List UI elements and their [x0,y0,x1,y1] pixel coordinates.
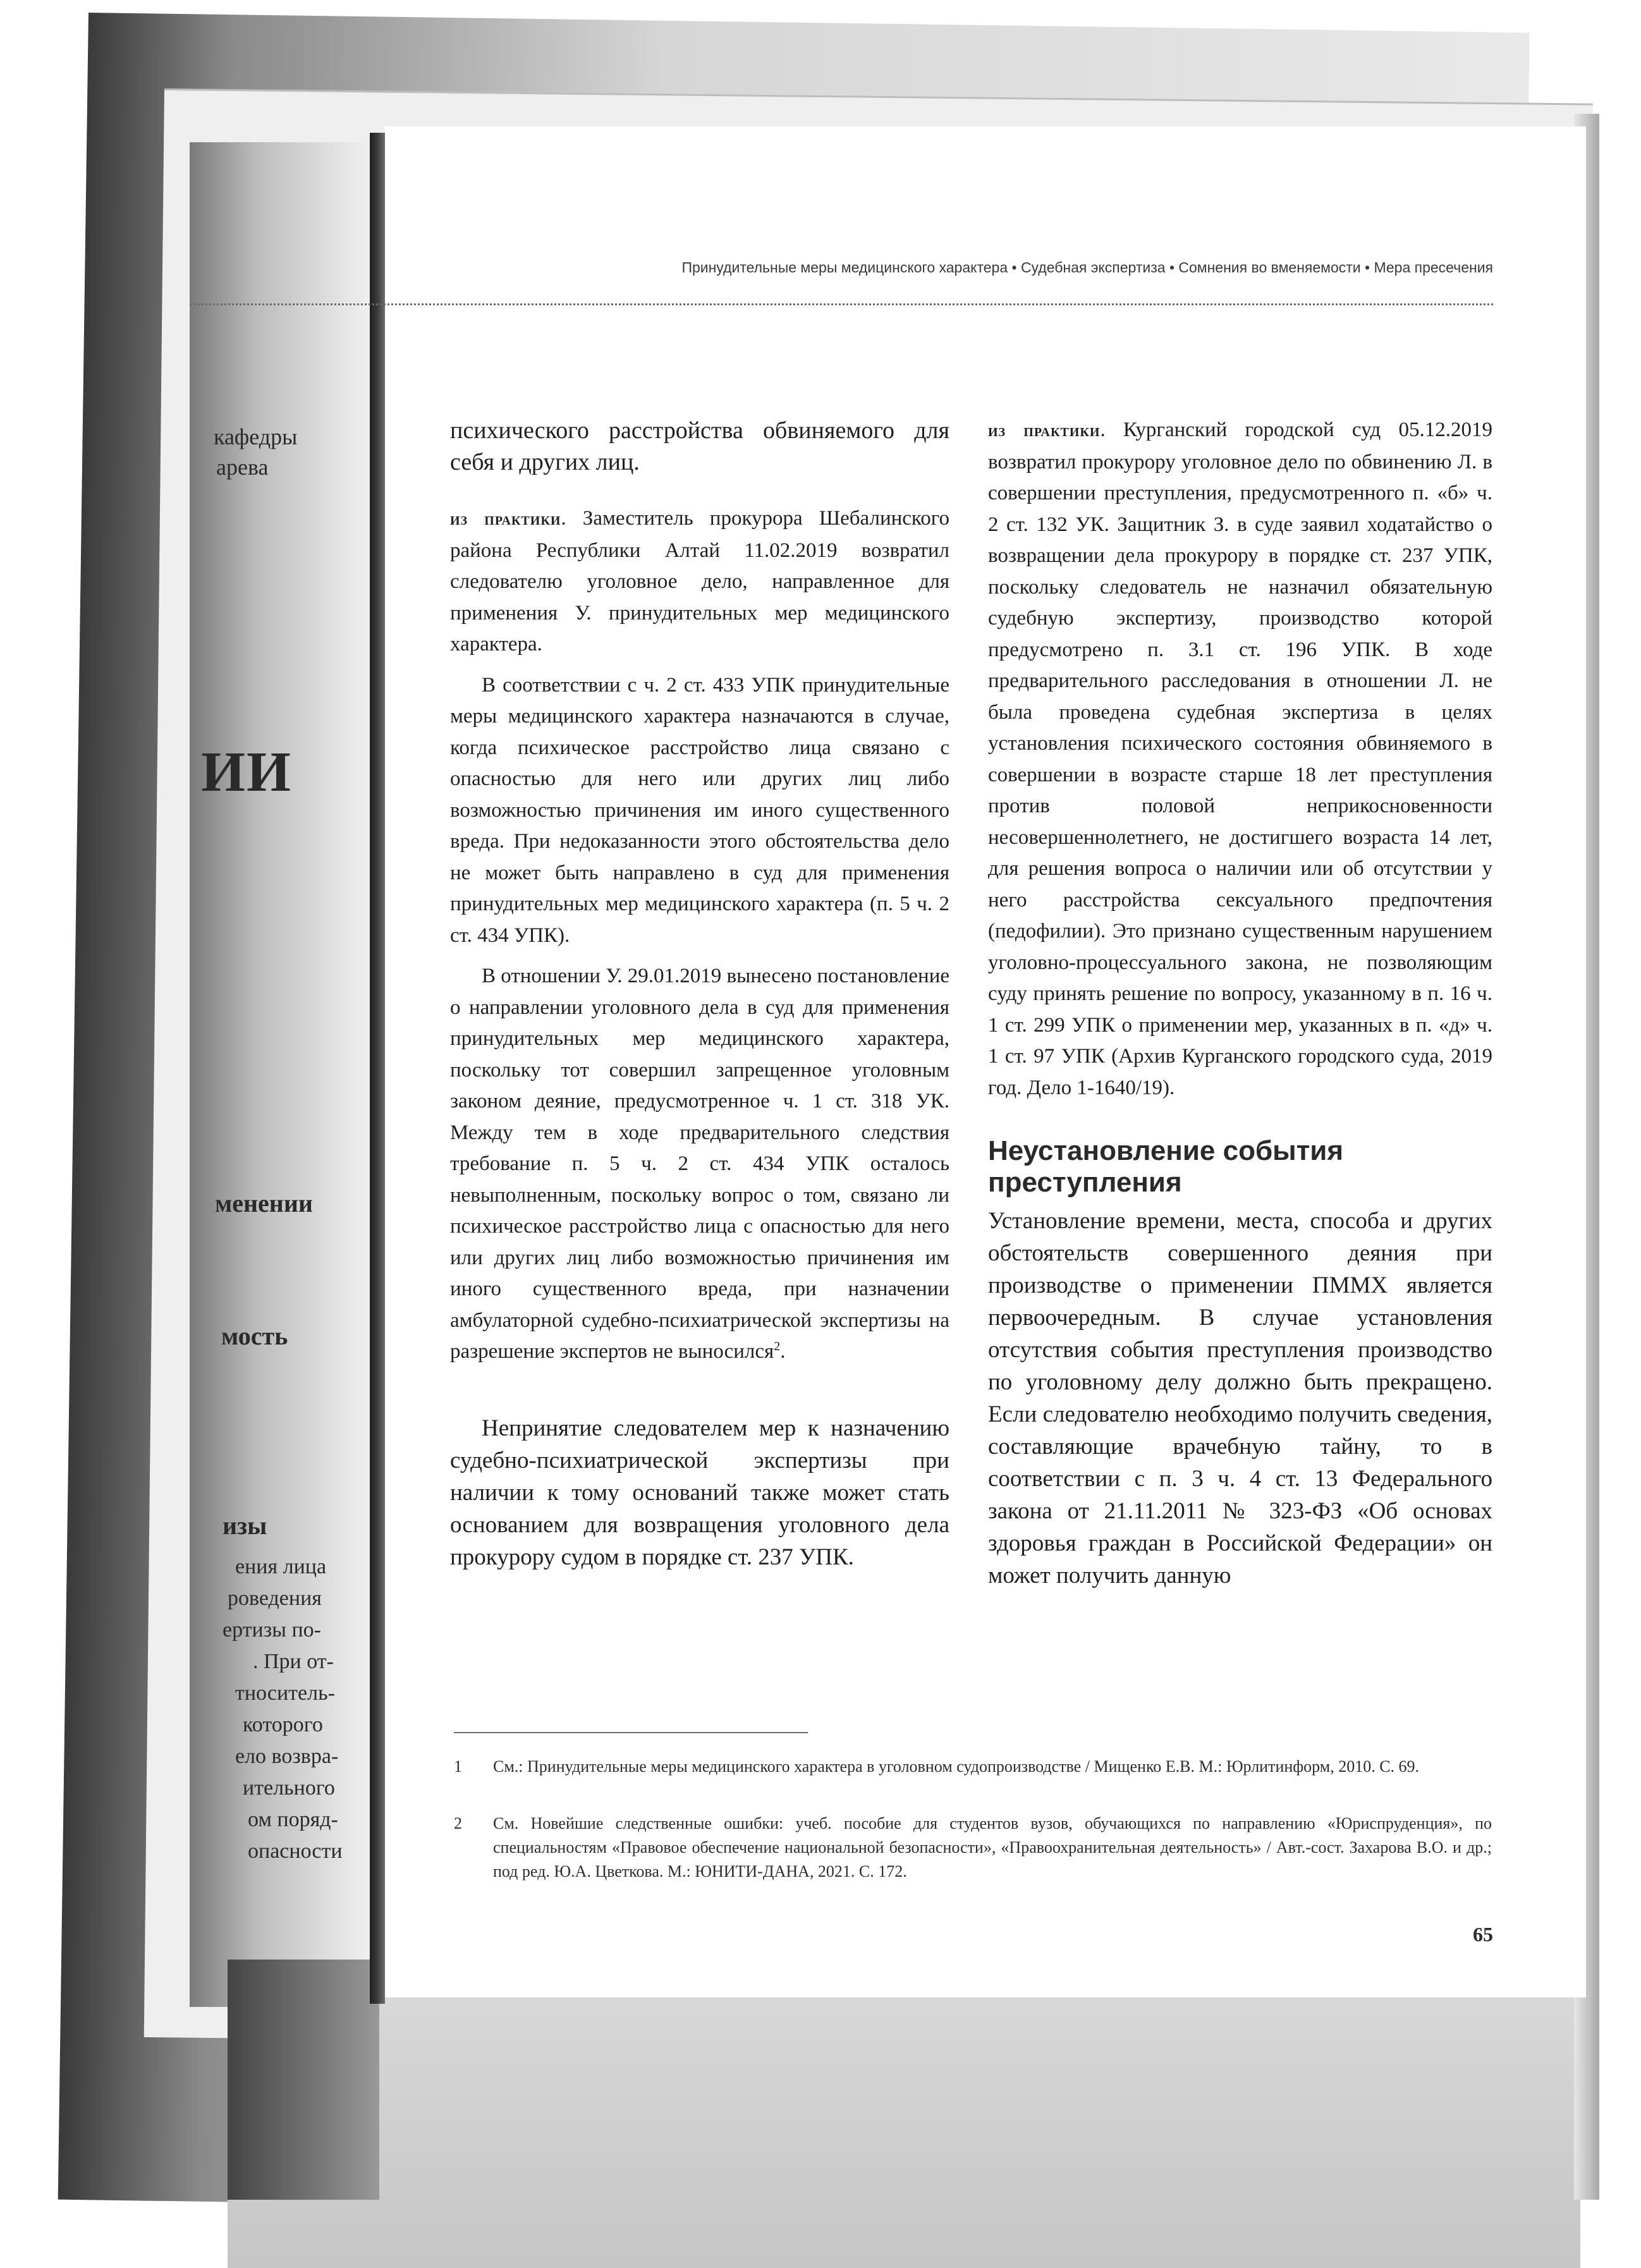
body-text-end: . [780,1340,786,1363]
left-fragment-heading: менении [215,1189,313,1217]
footnote [454,1812,1494,1887]
left-fragment: роведения [228,1587,322,1610]
left-fragment: ертизы по- [223,1618,321,1642]
footnote-divider [454,1732,808,1733]
left-fragment: тноситель- [235,1681,335,1705]
section-paragraph: Установление времени, места, способа и других обстоятельств совершенного деяния при производстве о применении ПММХ является первоочередным. В случае установления отсутствия события преступления производство по уголовному делу должно быть прекращено. Если следователю необходимо получить сведения, составляющие врачебную тайну, то в соответствии с п. 3 ч. 4 ст. 13 Федерального закона от 21.11.2011 № 323-ФЗ «Об основах здоровья граждан в Российской Федерации» он может получить данную [988,1208,1492,1588]
left-fragment-heading: ИИ [201,741,293,803]
left-fragment: которого [243,1713,323,1736]
left-fragment: кафедры [214,424,298,449]
left-fragment: ительного [243,1776,335,1800]
footnote-number: 2 [454,1814,462,1832]
left-fragment: опасности [248,1839,343,1863]
body-paragraph [450,961,949,1368]
lead-paragraph: психического расстройства обвиняемого для себя и других лиц. [450,417,949,475]
footnote-text: См.: Принудительные меры медицинского характера в уголовном судопроизводстве / Мищенко Е.В. М.: Юрлитинформ, 2010. С. 69. [493,1757,1420,1776]
practice-text: . Заместитель прокурора Шебалинского района Республики Алтай 11.02.2019 возвратил следователю уголовное дело, направленное для применения У. принудительных мер медицинского характера. [450,507,949,655]
left-fragment: арева [216,454,269,480]
left-fragment: . При от- [253,1650,334,1673]
practice-paragraph [450,503,949,661]
footnote-number: 1 [454,1757,462,1776]
practice-label: из практики [988,420,1101,441]
practice-label: из практики [450,509,561,529]
section-heading: Неустановление события преступления [988,1135,1343,1198]
book-spine [370,133,385,2004]
practice-text: . Курганский городской суд 05.12.2019 возвратил прокурору уголовное дело по обвинению Л. в совершении преступления, предусмотренного п. «б» ч. 2 ст. 132 УК. Защитник З. в суде заявил ходатайство о возвращении дела прокурору в порядке ст. 237 УПК, поскольку следователь не назначил обязательную судебную экспертизу, производство которой предусмотрено п. 3.1 ст. 196 УПК. В ходе предварительного расследования в отношении Л. не была проведена судебная экспертиза в целях установления психического состояния обвиняемого в совершении в возрасте старше 18 лет преступления против половой неприкосновенности несовершеннолетнего, не достигшего возраста 14 лет, для решения вопроса о наличии или об отсутствии у него расстройства сексуального предпочтения (педофилии). Это признано существенным нарушением уголовно-процессуального закона, не позволяющим суду принять решение по вопросу, указанному в п. 16 ч. 1 ст. 299 УПК о применении мер, указанных в п. «д» ч. 1 ст. 97 УПК (Архив Курганского городского суда, 2019 год. Дело 1-1640/19). [988,418,1492,1099]
left-fragment: ом поряд- [248,1808,338,1831]
left-page-shadow [228,1960,379,2200]
page-number: 65 [1473,1923,1493,1946]
left-fragment: ения лица [235,1555,327,1578]
footnote-text: См. Новейшие следственные ошибки: учеб. пособие для студентов вузов, обучающихся по направлению «Юриспруденция», по специальностям «Правовое обеспечение национальной безопасности», «Правоохранительная деятельность» / Авт.-сост. Захарова В.О. и др.; под ред. Ю.А. Цветкова. М.: ЮНИТИ-ДАНА, 2021. С. 172. [493,1814,1492,1881]
left-fragment-heading: изы [223,1511,267,1540]
closing-paragraph: Непринятие следователем мер к назначению судебно-психиатрической экспертизы при наличии к тому оснований также может стать основанием для возвращения уголовного дела прокурору судом в порядке ст. 237 УПК. [450,1415,949,1570]
scan-bottom-shadow [228,1991,1580,2268]
practice-paragraph [988,415,1492,1104]
body-paragraph: В соответствии с ч. 2 ст. 433 УПК принудительные меры медицинского характера назначаются в случае, когда психическое расстройство лица связано с опасностью для него или других лиц либо возможностью причинения им иного существенного вреда. При недоказанности этого обстоятельства дело не может быть направлено в суд для применения принудительных мер медицинского характера (п. 5 ч. 2 ст. 434 УПК). [450,673,949,947]
header-divider [190,303,1493,305]
footnote-ref: 2 [774,1339,781,1353]
right-column [988,415,1492,1592]
left-fragment: ело возвра- [235,1745,339,1768]
left-column [450,415,949,1573]
left-fragment-heading: мость [221,1322,288,1350]
running-header: Принудительные меры медицинского характера • Судебная экспертиза • Сомнения во вменяемости • Мера пресечения [681,259,1493,276]
body-text: В отношении У. 29.01.2019 вынесено постановление о направлении уголовного дела в суд для применения принудительных мер медицинского характера, поскольку тот совершил запрещенное уголовным законом деяние, предусмотренное ч. 1 ст. 318 УК. Между тем в ходе предварительного следствия требование п. 5 ч. 2 ст. 434 УПК осталось невыполненным, поскольку вопрос о том, связано ли психическое расстройство лица с опасностью для него или других лиц либо возможностью причинения им иного существенного вреда, при назначении амбулаторной судебно-психиатрической экспертизы на разрешение экспертов не выносился [450,965,949,1363]
footnote [454,1755,1494,1805]
